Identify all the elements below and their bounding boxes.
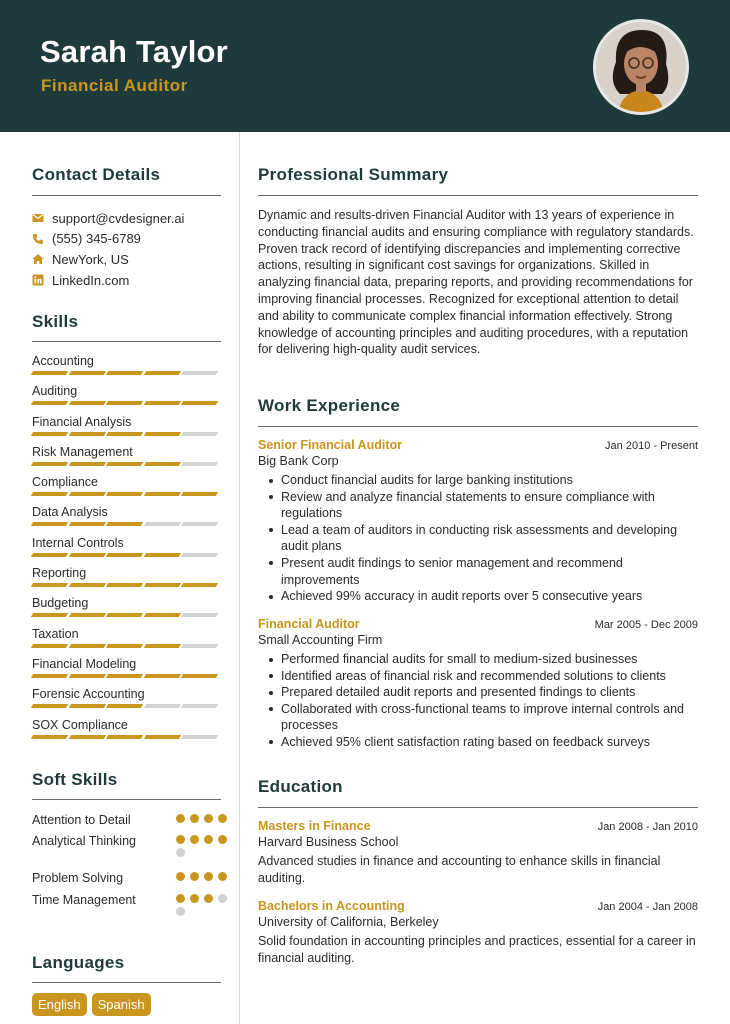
skill-level-bar [32,462,222,466]
bullet-item: Achieved 95% client satisfaction rating based on feedback surveys [258,734,698,751]
skill-label: Financial Modeling [32,656,137,671]
skill-segment-filled [181,583,218,587]
soft-skill-row [32,870,232,892]
skill-level-bar [32,704,222,708]
bullet-item: Identified areas of financial risk and recommended solutions to clients [258,668,698,685]
skill-segment-empty [181,613,218,617]
skill-label: Internal Controls [32,535,124,550]
skill-segment-empty [181,522,218,526]
skill-segment-empty [143,704,180,708]
summary-text: Dynamic and results-driven Financial Auditor with 13 years of experience in conducting financial audits and ensuring compliance with regulatory standards. Proven track record of identifying discrepancies and implementing corrective actions, resulting in significant cost savings for organizations. Skilled in analyzing financial data, preparing reports, and providing recommendations for improving financial processes. Recognized for exceptional attention to detail and ability to communicate complex financial information effectively. Strong knowledge of accounting principles and auditing procedures, with a reputation for delivering high-quality audit services. [258,208,694,357]
phone-icon [32,233,44,245]
skill-segment-filled [106,613,143,617]
skill-segment-filled [68,704,105,708]
column-divider [239,132,240,1024]
skill-row [32,686,222,716]
soft-skill-label: Analytical Thinking [32,834,136,848]
skill-segment-filled [68,432,105,436]
soft-skill-label: Attention to Detail [32,813,131,827]
rating-dot-filled [190,872,199,881]
skill-segment-filled [31,432,68,436]
skill-segment-filled [68,674,105,678]
skill-segment-filled [31,674,68,678]
bullet-item: Conduct financial audits for large banking institutions [258,472,698,489]
section-rule [258,195,698,196]
skill-segment-filled [106,522,143,526]
soft-skill-rating [176,812,232,833]
experience-entry [258,617,698,751]
experience-company: Big Bank Corp [258,454,339,468]
rating-dot-filled [176,872,185,881]
skill-row [32,535,222,565]
contact-email-text: support@cvdesigner.ai [52,210,185,226]
skill-segment-filled [143,371,180,375]
skill-segment-filled [31,553,68,557]
skill-label: Budgeting [32,596,89,611]
soft-skill-rating [176,833,232,870]
skill-segment-filled [106,492,143,496]
soft-skill-rating [176,870,232,892]
contact-phone[interactable] [32,229,222,250]
skill-segment-filled [68,583,105,587]
candidate-name: Sarah Taylor [40,34,228,69]
soft-skill-label: Time Management [32,893,136,907]
skill-segment-filled [68,644,105,648]
skill-segment-filled [106,401,143,405]
experience-bullets [258,472,698,605]
skill-segment-empty [181,704,218,708]
skill-segment-filled [143,735,180,739]
skill-row [32,626,222,656]
rating-dot-filled [176,835,185,844]
section-title-experience: Work Experience [258,396,401,415]
skill-row [32,383,222,413]
skill-segment-filled [31,401,68,405]
bullet-item: Lead a team of auditors in conducting risk assessments and developing audit plans [258,522,698,555]
skill-segment-filled [106,462,143,466]
experience-entry [258,438,698,605]
skill-segment-filled [68,735,105,739]
skill-segment-filled [181,674,218,678]
skill-segment-filled [68,522,105,526]
rating-dot-empty [218,894,227,903]
skill-segment-filled [143,462,180,466]
header-banner [0,0,730,132]
soft-skills-list [32,812,232,930]
skill-segment-empty [181,735,218,739]
skill-level-bar [32,432,222,436]
skill-segment-filled [31,522,68,526]
skill-segment-filled [31,371,68,375]
skill-segment-filled [106,371,143,375]
skill-label: Forensic Accounting [32,687,145,702]
languages-list [32,993,151,1016]
education-degree: Bachelors in Accounting [258,899,405,913]
skill-row [32,504,222,534]
rating-dot-empty [176,848,185,857]
experience-company: Small Accounting Firm [258,633,383,647]
experience-bullets [258,651,698,751]
soft-skill-rating [176,892,232,930]
section-title-languages: Languages [32,953,125,972]
skill-segment-filled [68,613,105,617]
skill-label: Compliance [32,475,99,490]
skill-level-bar [32,401,222,405]
education-description: Solid foundation in accounting principles and practices, essential for a career in financial auditing. [258,934,696,965]
skill-segment-filled [181,492,218,496]
rating-dot-filled [218,814,227,823]
education-school: Harvard Business School [258,835,399,849]
skill-row [32,474,222,504]
skill-level-bar [32,522,222,526]
skill-segment-filled [106,553,143,557]
skill-segment-filled [143,644,180,648]
skill-row [32,717,222,747]
bullet-item: Review and analyze financial statements to ensure compliance with regulations [258,489,698,522]
skill-label: SOX Compliance [32,717,128,732]
experience-dates: Mar 2005 - Dec 2009 [594,619,698,631]
section-rule [258,426,698,427]
skill-segment-filled [31,583,68,587]
skill-segment-empty [181,644,218,648]
skill-label: Reporting [32,566,87,581]
section-rule [32,341,221,342]
skill-label: Financial Analysis [32,414,132,429]
experience-dates: Jan 2010 - Present [605,440,698,452]
section-rule [32,195,221,196]
contact-linkedin[interactable] [32,270,222,291]
education-entry [258,899,698,967]
bullet-item: Prepared detailed audit reports and presented findings to clients [258,684,698,701]
skill-row [32,656,222,686]
skill-level-bar [32,674,222,678]
bullet-item: Achieved 99% accuracy in audit reports over 5 consecutive years [258,588,698,605]
skill-level-bar [32,583,222,587]
skill-segment-filled [31,735,68,739]
education-entry [258,819,698,887]
rating-dot-filled [190,894,199,903]
skill-segment-filled [143,613,180,617]
experience-title: Financial Auditor [258,617,360,631]
education-dates: Jan 2008 - Jan 2010 [597,821,698,833]
rating-dot-filled [204,835,213,844]
skill-level-bar [32,613,222,617]
linkedin-icon [32,274,44,286]
rating-dot-filled [218,872,227,881]
skill-row [32,444,222,474]
skill-segment-empty [181,371,218,375]
experience-title: Senior Financial Auditor [258,438,402,452]
skill-label: Data Analysis [32,505,108,520]
contact-location-text: NewYork, US [52,251,129,267]
skill-level-bar [32,492,222,496]
skill-segment-filled [68,553,105,557]
rating-dot-filled [204,814,213,823]
skill-level-bar [32,644,222,648]
skill-level-bar [32,553,222,557]
soft-skill-label: Problem Solving [32,871,124,885]
language-badge: English [32,993,87,1016]
skill-segment-filled [106,704,143,708]
soft-skill-row [32,833,232,870]
skill-segment-filled [106,735,143,739]
profile-photo [593,19,689,115]
soft-skill-row [32,812,232,833]
rating-dot-filled [218,835,227,844]
rating-dot-filled [204,894,213,903]
rating-dot-filled [176,814,185,823]
section-title-contact: Contact Details [32,165,161,184]
contact-phone-text: (555) 345-6789 [52,231,141,247]
avatar-illustration [596,22,686,112]
skill-label: Accounting [32,354,94,368]
section-rule [258,807,698,808]
rating-dot-filled [190,835,199,844]
skill-segment-filled [143,401,180,405]
home-icon [32,253,44,265]
skill-segment-empty [181,553,218,557]
skill-segment-filled [68,371,105,375]
skill-level-bar [32,735,222,739]
section-title-summary: Professional Summary [258,165,449,184]
section-rule [32,982,221,983]
soft-skill-row [32,892,232,930]
skill-label: Auditing [32,384,78,399]
skill-row [32,414,222,444]
skill-segment-empty [181,462,218,466]
bullet-item: Performed financial audits for small to medium-sized businesses [258,651,698,668]
education-dates: Jan 2004 - Jan 2008 [597,901,698,913]
skill-segment-filled [106,432,143,436]
section-title-education: Education [258,777,343,796]
job-title: Financial Auditor [41,76,188,95]
skill-segment-filled [181,401,218,405]
envelope-icon [32,212,44,224]
skill-segment-filled [31,644,68,648]
skill-row [32,353,222,383]
language-badge: Spanish [92,993,151,1016]
rating-dot-filled [190,814,199,823]
bullet-item: Present audit findings to senior management and recommend improvements [258,555,698,588]
skill-row [32,565,222,595]
skill-segment-filled [68,462,105,466]
skill-segment-filled [143,553,180,557]
skill-segment-empty [181,432,218,436]
skill-segment-filled [106,674,143,678]
skill-segment-filled [143,583,180,587]
section-title-soft-skills: Soft Skills [32,770,118,789]
section-title-skills: Skills [32,312,79,331]
skill-level-bar [32,371,222,375]
skill-segment-filled [106,583,143,587]
bullet-item: Collaborated with cross-functional teams to improve internal controls and processes [258,701,698,734]
contact-email[interactable] [32,208,222,229]
skill-segment-filled [143,432,180,436]
skill-row [32,595,222,625]
skill-segment-filled [31,492,68,496]
skill-label: Taxation [32,626,79,641]
skill-segment-filled [68,492,105,496]
section-rule [32,799,221,800]
skill-segment-filled [31,462,68,466]
contact-list [32,208,222,290]
skill-label: Risk Management [32,444,133,459]
contact-location [32,249,222,270]
rating-dot-filled [176,894,185,903]
skill-segment-empty [143,522,180,526]
skill-segment-filled [106,644,143,648]
skill-segment-filled [31,704,68,708]
skill-segment-filled [68,401,105,405]
rating-dot-filled [204,872,213,881]
skill-segment-filled [143,492,180,496]
education-degree: Masters in Finance [258,819,371,833]
skill-segment-filled [31,613,68,617]
skills-list [32,353,222,747]
skill-segment-filled [143,674,180,678]
rating-dot-empty [176,907,185,916]
education-school: University of California, Berkeley [258,915,439,929]
contact-linkedin-text: LinkedIn.com [52,272,130,288]
education-description: Advanced studies in finance and accounting to enhance skills in financial auditing. [258,854,661,885]
